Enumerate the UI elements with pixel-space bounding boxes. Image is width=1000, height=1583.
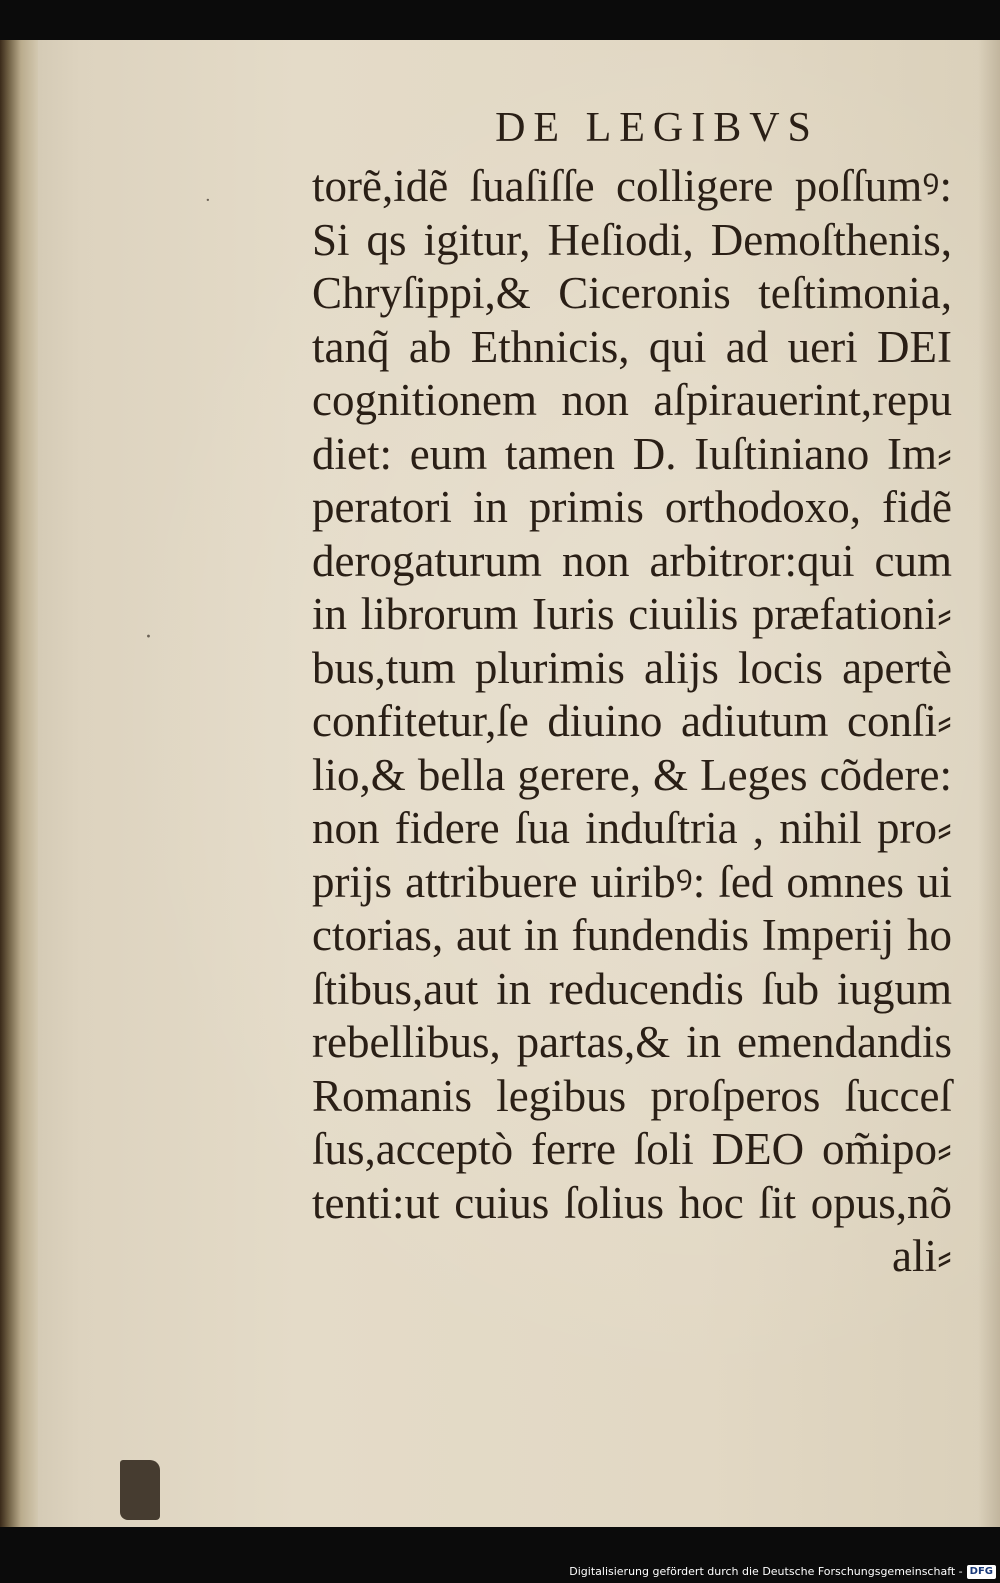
catchword: ali⸗ bbox=[892, 1231, 952, 1281]
text-line: Chryſippi,& Ciceronis teſtimonia, bbox=[312, 268, 952, 318]
credit-text: Digitalisierung gefördert durch die Deutsche Forschungsgemeinschaft - bbox=[569, 1565, 963, 1578]
text-line: derogaturum non arbitror:qui cum bbox=[312, 535, 952, 586]
text-line: tanq̃ ab Ethnicis, qui ad ueri DEI bbox=[312, 321, 952, 372]
page-right-edge bbox=[978, 40, 1000, 1527]
page-binding-edge bbox=[0, 40, 38, 1527]
text-line: peratori in primis orthodoxo, fidẽ bbox=[312, 482, 952, 532]
digitization-credit bbox=[569, 1561, 1000, 1583]
text-line: ſus,acceptò ferre ſoli DEO om̃ipo⸗ bbox=[312, 1124, 952, 1174]
text-line: non fidere ſua induſtria , nihil pro⸗ bbox=[312, 803, 952, 853]
running-head: DE LEGIBVS bbox=[495, 105, 819, 151]
text-line: torẽ,idẽ ſuaſiſſe colligere poſſumꝰ: bbox=[312, 161, 952, 211]
text-line: lio,& bella gerere, & Leges cõdere: bbox=[312, 749, 952, 800]
page-stain bbox=[120, 1460, 160, 1520]
ink-speck: · bbox=[205, 190, 211, 211]
text-line: in librorum Iuris ciuilis præfationi⸗ bbox=[312, 589, 952, 639]
text-line: tenti:ut cuius ſolius hoc ſit opus,nõ bbox=[312, 1177, 952, 1228]
text-line: ſtibus,aut in reducendis ſub iugum bbox=[312, 963, 952, 1014]
page-text-block bbox=[312, 104, 962, 1284]
text-line: Si qs igitur, Heſiodi, Demoſthenis, bbox=[312, 214, 952, 265]
text-line: Romanis legibus proſperos ſucceſ bbox=[312, 1070, 952, 1121]
text-line: prijs attribuere uiribꝰ: ſed omnes ui bbox=[312, 856, 952, 907]
text-line: cognitionem non aſpirauerint,repu bbox=[312, 375, 952, 425]
text-line: rebellibus, partas,& in emendandis bbox=[312, 1017, 952, 1067]
dfg-logo: DFG bbox=[967, 1565, 996, 1579]
text-line: diet: eum tamen D. Iuſtiniano Im⸗ bbox=[312, 428, 952, 479]
text-line: bus,tum plurimis alijs locis apertè bbox=[312, 642, 952, 693]
book-page bbox=[0, 40, 1000, 1527]
text-line: confitetur,ſe diuino adiutum conſi⸗ bbox=[312, 696, 952, 746]
text-line: ctorias, aut in fundendis Imperij ho bbox=[312, 910, 952, 960]
ink-speck: · bbox=[145, 625, 152, 650]
